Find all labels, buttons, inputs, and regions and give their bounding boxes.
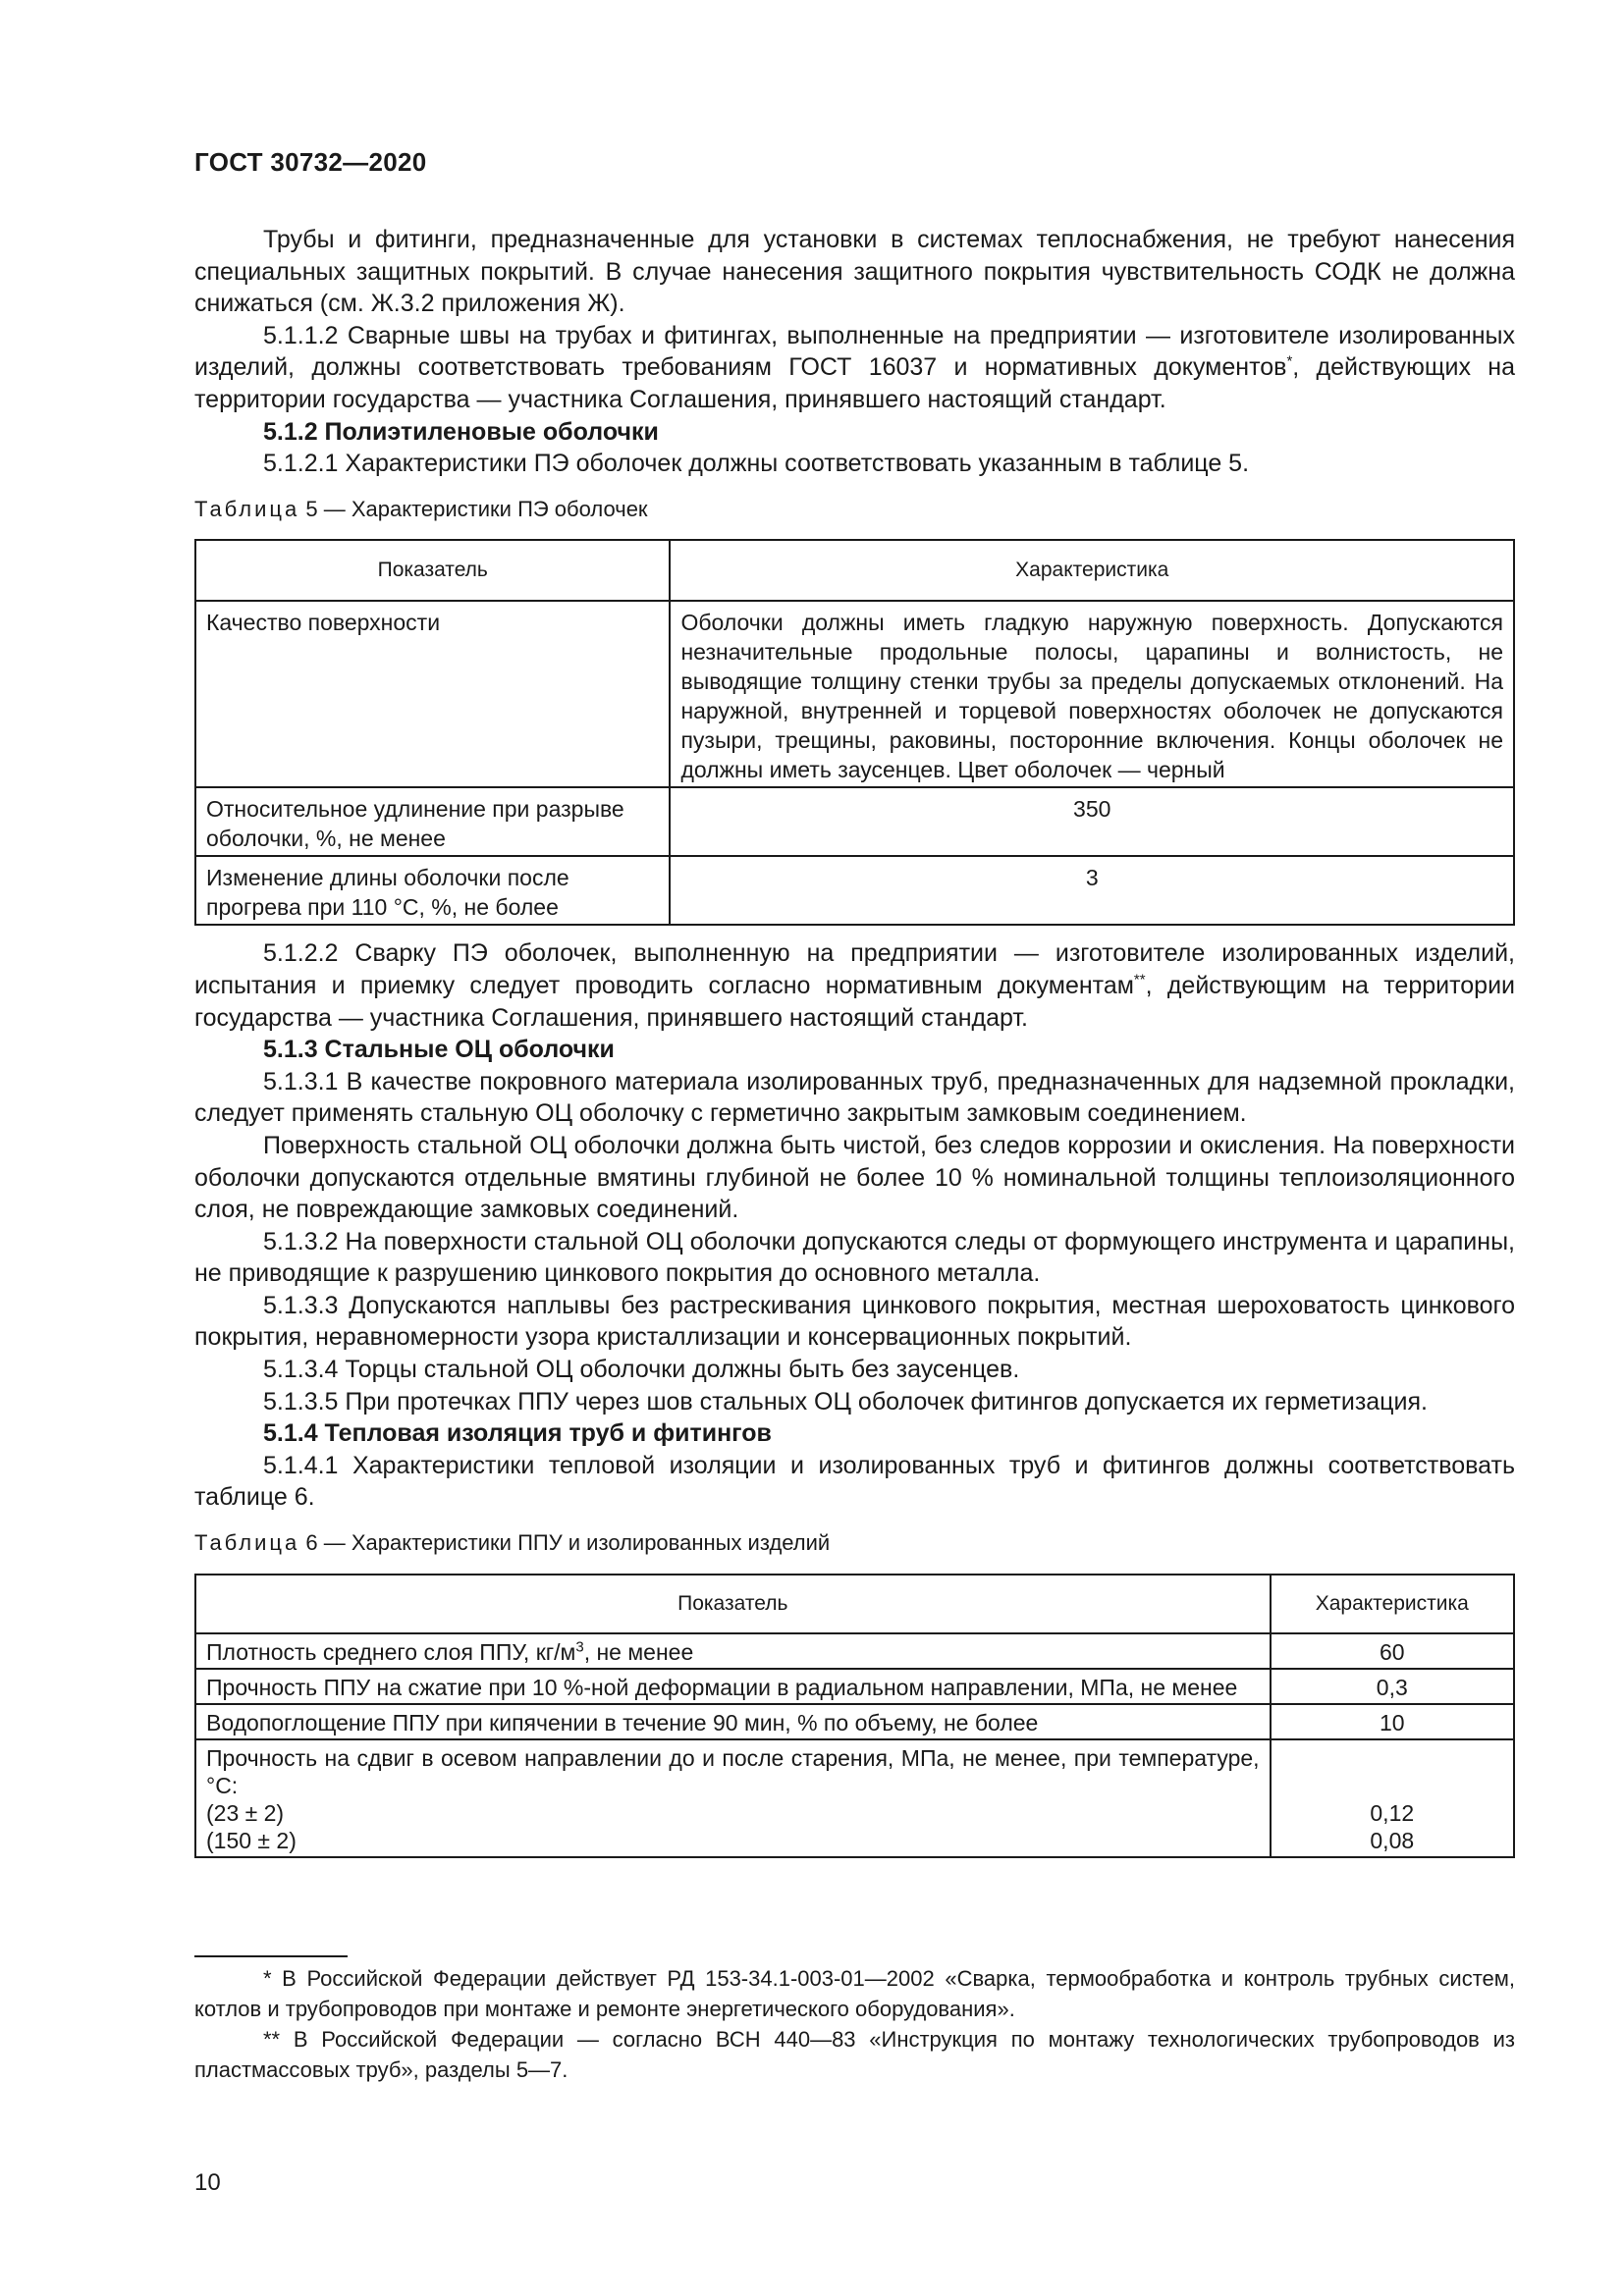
table-row: [195, 1633, 1514, 1669]
table-row: [195, 856, 1514, 925]
footnote-marker: *: [1286, 353, 1293, 371]
table-6: [194, 1574, 1515, 1858]
table-cell: 0,3: [1271, 1669, 1514, 1704]
footnote: ** В Российской Федерации — согласно ВСН 440—83 «Инструкция по монтажу технологических трубопроводов из пластмассовых труб», разделы 5—7.: [194, 2027, 1515, 2082]
page-content: [194, 224, 1515, 1858]
paragraph-5-1-2-2: 5.1.2.2 Сварку ПЭ оболочек, выполненную на предприятии — изготовителе изолированных изделий, испытания и приемку следует проводить согласно нормативным документам**, действующим на территории государства — участника Соглашения, принявшего настоящий стандарт.: [194, 939, 1515, 1032]
table-cell: Плотность среднего слоя ППУ, $кг/м^3$, не менее: [195, 1633, 1271, 1669]
paragraph-5-1-4-1: 5.1.4.1 Характеристики тепловой изоляции и изолированных труб и фитингов должны соответствовать таблице 6.: [194, 1451, 1515, 1512]
table-cell: Изменение длины оболочки после прогрева при 110 °С, %, не более: [195, 856, 670, 925]
table-row: [195, 1739, 1514, 1857]
table-cell: 3: [670, 856, 1514, 925]
table-cell: 0,12 0,08: [1271, 1739, 1514, 1857]
table-row: [195, 1669, 1514, 1704]
table-cell: 350: [670, 787, 1514, 856]
footnotes: [194, 1955, 1515, 2085]
footnote-divider: [194, 1955, 348, 1957]
footnote-marker: **: [1133, 971, 1146, 988]
table-cell: Качество поверхности: [195, 601, 670, 787]
table-header-row: [195, 540, 1514, 601]
paragraph-5-1-3-4: 5.1.3.4 Торцы стальной ОЦ оболочки должны быть без заусенцев.: [263, 1356, 1020, 1384]
table-5: [194, 539, 1515, 926]
document-header: ГОСТ 30732—2020: [194, 147, 427, 177]
paragraph: Трубы и фитинги, предназначенные для установки в системах теплоснабжения, не требуют нанесения специальных защитных покрытий. В случае нанесения защитного покрытия чувствительность СОДК не должна снижаться (см. Ж.3.2 приложения Ж).: [194, 226, 1515, 318]
footnote: * В Российской Федерации действует РД 153-34.1-003-01—2002 «Сварка, термообработка и контроль трубных систем, котлов и трубопроводов при монтаже и ремонте энергетического оборудования».: [194, 1966, 1515, 2021]
table-5-caption: Таблица 5 — Характеристики ПЭ оболочек: [194, 496, 648, 521]
table-6-caption: Таблица 6 — Характеристики ППУ и изолированных изделий: [194, 1530, 831, 1556]
table-column-header: Показатель: [195, 1575, 1271, 1633]
table-cell: Относительное удлинение при разрыве оболочки, %, не менее: [195, 787, 670, 856]
paragraph-5-1-3-5: 5.1.3.5 При протечках ППУ через шов стальных ОЦ оболочек фитингов допускается их герметизация.: [263, 1387, 1428, 1415]
paragraph-5-1-3-2: 5.1.3.2 На поверхности стальной ОЦ оболочки допускаются следы от формующего инструмента и царапины, не приводящие к разрушению цинкового покрытия до основного металла.: [194, 1227, 1515, 1288]
paragraph-5-1-3-3: 5.1.3.3 Допускаются наплывы без растрескивания цинкового покрытия, местная шероховатость цинкового покрытия, неравномерности узора кристаллизации и консервационных покрытий.: [194, 1291, 1515, 1352]
table-cell: Оболочки должны иметь гладкую наружную поверхность. Допускаются незначительные продольные полосы, царапины и волнистость, не выводящие толщину стенки трубы за пределы допускаемых отклонений. На наружной, внутренней и торцевой поверхностях оболочек не допускаются пузыри, трещины, раковины, посторонние включения. Концы оболочек не должны иметь заусенцев. Цвет оболочек — черный: [670, 601, 1514, 787]
table-header-row: [195, 1575, 1514, 1633]
paragraph-5-1-3-1: 5.1.3.1 В качестве покровного материала изолированных труб, предназначенных для надземной прокладки, следует применять стальную ОЦ оболочку с герметично закрытым замковым соединением.: [194, 1067, 1515, 1128]
paragraph-5-1-1-2: 5.1.1.2 Сварные швы на трубах и фитингах, выполненные на предприятии — изготовителе изолированных изделий, должны соответствовать требованиям ГОСТ 16037 и нормативных документов*, действующих на территории государства — участника Соглашения, принявшего настоящий стандарт.: [194, 321, 1515, 413]
section-heading-5-1-4: 5.1.4 Тепловая изоляция труб и фитингов: [263, 1419, 772, 1448]
paragraph: Поверхность стальной ОЦ оболочки должна быть чистой, без следов коррозии и окисления. На поверхности оболочки допускаются отдельные вмятины глубиной не более 10 % номинальной толщины теплоизоляционного слоя, не повреждающие замковых соединений.: [194, 1131, 1515, 1224]
page-number: 10: [194, 2169, 221, 2196]
table-cell: Прочность ППУ на сжатие при 10 %-ной деформации в радиальном направлении, МПа, не менее: [195, 1669, 1271, 1704]
table-cell: Прочность на сдвиг в осевом направлении до и после старения, МПа, не менее, при температуре, °С: (23 ± 2) (150 ± 2): [195, 1739, 1271, 1857]
table-column-header: Характеристика: [670, 540, 1514, 601]
table-row: [195, 601, 1514, 787]
table-row: [195, 787, 1514, 856]
section-heading-5-1-3: 5.1.3 Стальные ОЦ оболочки: [263, 1036, 615, 1064]
section-heading-5-1-2: 5.1.2 Полиэтиленовые оболочки: [263, 417, 659, 446]
paragraph-5-1-2-1: 5.1.2.1 Характеристики ПЭ оболочек должны соответствовать указанным в таблице 5.: [263, 450, 1250, 478]
table-cell: Водопоглощение ППУ при кипячении в течение 90 мин, % по объему, не более: [195, 1704, 1271, 1739]
table-cell: 10: [1271, 1704, 1514, 1739]
table-column-header: Характеристика: [1271, 1575, 1514, 1633]
table-row: [195, 1704, 1514, 1739]
table-column-header: Показатель: [195, 540, 670, 601]
table-cell: 60: [1271, 1633, 1514, 1669]
